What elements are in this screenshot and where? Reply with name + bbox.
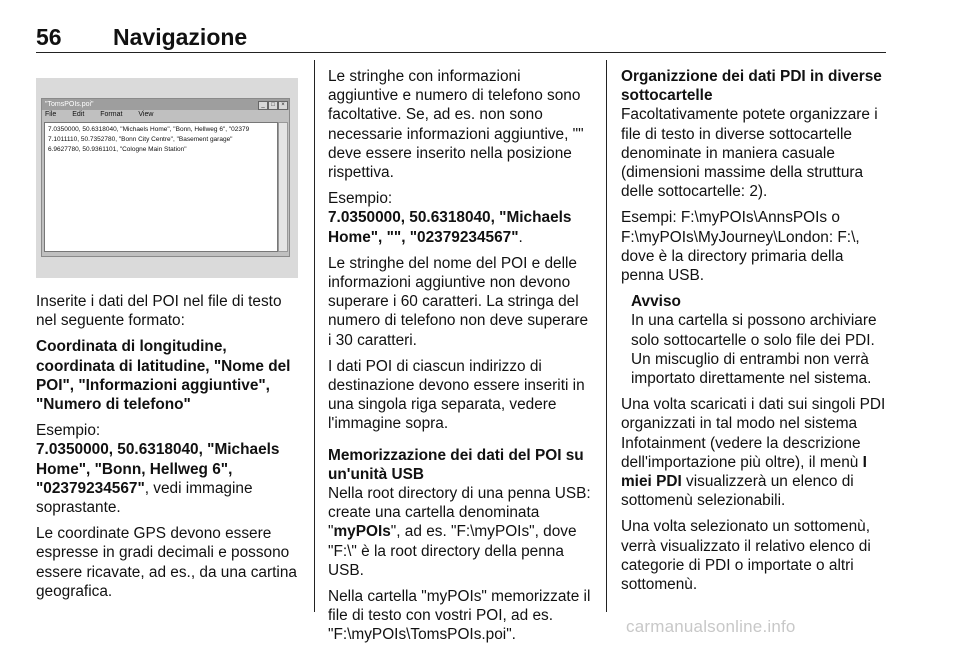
paragraph: Inserite i dati del POI nel file di testo nel seguente formato: bbox=[36, 293, 282, 330]
maximize-icon: □ bbox=[268, 101, 278, 110]
column-divider-right bbox=[606, 60, 607, 612]
chapter-title: Navigazione bbox=[113, 24, 248, 50]
poi-file-screenshot bbox=[36, 78, 298, 278]
paragraph: Nella cartella "myPOIs" memorizzate il file di testo con vostri POI, ad es. "F:\myPOIs\TomsPOIs.poi". bbox=[328, 588, 591, 644]
example-code: 7.0350000, 50.6318040, "Michaels Home", "", "02379234567" bbox=[328, 209, 572, 246]
section-heading: Memorizzazione dei dati del POI su un'unità USB bbox=[328, 446, 584, 483]
example-label: Esempio: bbox=[36, 422, 101, 440]
minimize-icon: _ bbox=[258, 101, 268, 110]
poi-line: 7.1011110, 50.7352780, "Bonn City Centre", "Basement garage" bbox=[48, 136, 233, 143]
column-2 bbox=[328, 67, 594, 652]
watermark: carmanualsonline.info bbox=[626, 617, 796, 636]
close-icon: × bbox=[278, 101, 288, 110]
note-text: In una cartella si possono archiviare solo sottocartelle o solo file dei PDI. Un miscuglio di entrambi non verrà importato direttamente nel sistema. bbox=[631, 312, 877, 388]
folder-name: myPOIs bbox=[333, 523, 391, 541]
window-title: "TomsPOIs.poi" bbox=[45, 101, 94, 108]
notepad-window bbox=[41, 98, 290, 257]
window-titlebar bbox=[42, 99, 289, 110]
menu-name: I miei PDI bbox=[621, 453, 867, 491]
paragraph: I dati POI di ciascun indirizzo di destinazione devono essere inseriti in una singola riga separata, vedere l'immagine sopra. bbox=[328, 357, 585, 433]
paragraph: Nella root directory di una penna USB: create una cartella denominata "myPOIs", ad es. "F:\myPOIs", dove "F:\" è la root directory della penna USB. bbox=[328, 485, 591, 579]
note-box bbox=[621, 292, 889, 388]
format-definition: Coordinata di longitudine, coordinata di latitudine, "Nome del POI", "Informazioni aggiuntive", "Numero di telefono" bbox=[36, 338, 291, 414]
poi-line: 6.9627780, 50.9361101, "Cologne Main Station" bbox=[48, 146, 187, 153]
paragraph: Facoltativamente potete organizzare i file di testo in diverse sottocartelle denominate in maniera casuale (dimensioni massime della struttura delle sottocartelle: 2). bbox=[621, 106, 878, 201]
column-divider-left bbox=[314, 60, 315, 612]
paragraph: Esempi: F:\myPOIs\AnnsPOIs o F:\myPOIs\MyJourney\London: F:\, dove è la directory primaria della penna USB. bbox=[621, 209, 860, 285]
paragraph: Una volta selezionato un sottomenù, verrà visualizzato il relativo elenco di categorie di PDI o importate o altri sottomenù. bbox=[621, 518, 871, 594]
page-number: 56 bbox=[36, 24, 62, 50]
note-title: Avviso bbox=[631, 293, 681, 311]
menu-edit: Edit bbox=[72, 111, 85, 118]
example-tail: . bbox=[518, 228, 523, 246]
menu-view: View bbox=[138, 111, 154, 118]
example-tail: , vedi immagine soprastante. bbox=[36, 479, 253, 517]
example-paragraph bbox=[328, 189, 594, 247]
paragraph: Una volta scaricati i dati sui singoli PDI organizzati in tal modo nel sistema Infotainment (vedere la descrizione dell'importazione più oltre), il menù I miei PDI visualizzerà un elenco di sottomenù selezionabili. bbox=[621, 396, 886, 510]
example-paragraph bbox=[36, 421, 300, 517]
column-3 bbox=[621, 67, 889, 601]
example-label: Esempio: bbox=[328, 190, 393, 208]
paragraph: Le stringhe con informazioni aggiuntive e numero di telefono sono facoltative. Se, ad es. non sono necessarie informazioni aggiuntive, "" deve essere inserito nella posizione rispettiva. bbox=[328, 68, 584, 182]
menu-file: File bbox=[45, 111, 57, 118]
paragraph: Le stringhe del nome del POI e delle informazioni aggiuntive non devono superare i 60 caratteri. La stringa del numero di telefono non deve superare i 30 caratteri. bbox=[328, 254, 589, 349]
poi-line: 7.0350000, 50.6318040, "Michaels Home", "Bonn, Hellweg 6", "02379 bbox=[48, 126, 250, 133]
menu-format: Format bbox=[100, 111, 123, 118]
vertical-scrollbar bbox=[278, 122, 288, 252]
header-rule bbox=[36, 52, 886, 53]
text-area bbox=[44, 122, 278, 252]
example-code: 7.0350000, 50.6318040, "Michaels Home", "Bonn, Hellweg 6", "02379234567" bbox=[36, 441, 280, 497]
paragraph: Le coordinate GPS devono essere espresse in gradi decimali e possono essere ricavate, ad es., da una cartina geografica. bbox=[36, 525, 297, 600]
window-menubar bbox=[42, 110, 289, 120]
column-1 bbox=[36, 292, 300, 608]
section-heading: Organizzione dei dati PDI in diverse sottocartelle bbox=[621, 68, 882, 105]
